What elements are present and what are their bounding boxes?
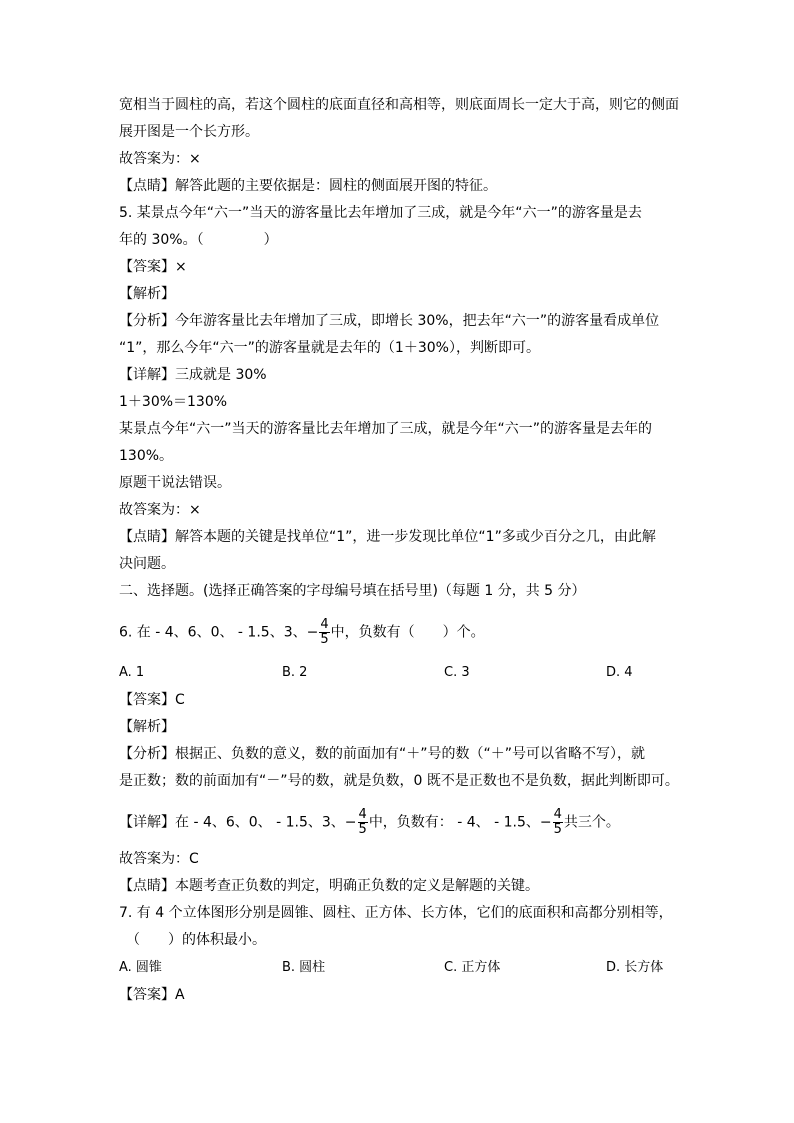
question-5-close: ） [263,232,278,248]
option-b: B. 圆柱 [282,960,326,975]
answer-line: 故答案为：× [119,151,201,167]
option-a: A. 1 [119,665,145,680]
detail-line: 【详解】三成就是 30% [119,367,267,383]
option-d: D. 4 [606,665,633,680]
fraction-denominator: 5 [320,632,329,647]
text-line: 宽相当于圆柱的高，若这个圆柱的底面直径和高相等，则底面周长一定大于高，则它的侧面 [119,97,679,113]
answer-line: 【答案】× [119,259,187,275]
answer-line: 【答案】A [119,987,185,1003]
fraction-numerator: 4 [553,807,562,822]
question-6 [119,618,485,647]
option-c: C. 3 [444,665,470,680]
note-line: 【点睛】解答本题的关键是找单位“1”，进一步发现比单位“1”多或少百分之几，由此解 [119,529,656,545]
section-heading: 二、选择题。(选择正确答案的字母编号填在括号里)（每题 1 分，共 5 分） [119,583,586,599]
fraction [553,808,563,837]
detail-text: 中，负数有： - 4、 - 1.5、− [368,814,552,831]
section-label: 【解析】 [119,286,175,302]
fraction-denominator: 5 [553,822,562,837]
detail-line [119,808,620,837]
question-5-cont [119,231,278,249]
analysis-line: “1”，那么今年“六一”的游客量就是去年的（1＋30%），判断即可。 [119,340,540,356]
answer-line: 故答案为：× [119,502,201,518]
detail-text: 【详解】在 - 4、6、0、 - 1.5、3、− [119,814,357,831]
question-5: 5. 某景点今年“六一”当天的游客量比去年增加了三成，就是今年“六一”的游客量是去 [119,205,642,221]
option-a: A. 圆锥 [119,960,162,975]
question-7: 7. 有 4 个立体图形分别是圆锥、圆柱、正方体、长方体，它们的底面积和高都分别相等， [119,905,673,921]
fraction [319,618,329,647]
option-d: D. 长方体 [606,960,664,975]
answer-line: 【答案】C [119,692,185,708]
note-line: 【点睛】解答此题的主要依据是：圆柱的侧面展开图的特征。 [119,178,497,194]
section-label: 【解析】 [119,719,175,735]
fraction-numerator: 4 [320,617,329,632]
fraction-numerator: 4 [358,807,367,822]
detail-line: 130%。 [119,448,174,464]
question-5-text: 年的 30%。（ [119,232,204,248]
analysis-line: 【分析】根据正、负数的意义，数的前面加有“＋”号的数（“＋”号可以省略不写），就 [119,746,646,762]
detail-text: 共三个。 [563,814,620,831]
analysis-line: 是正数；数的前面加有“－”号的数，就是负数，0 既不是正数也不是负数，据此判断即可。 [119,773,679,789]
fraction [358,808,368,837]
option-c: C. 正方体 [444,960,501,975]
analysis-line: 【分析】今年游客量比去年增加了三成，即增长 30%，把去年“六一”的游客量看成单位 [119,313,660,329]
note-line: 【点睛】本题考查正负数的判定，明确正负数的定义是解题的关键。 [119,878,539,894]
question-6-tail: 中，负数有（ ）个。 [330,624,485,641]
note-line: 决问题。 [119,556,175,572]
answer-line: 故答案为：C [119,851,199,867]
question-6-text: 6. 在 - 4、6、0、 - 1.5、3、− [119,624,319,641]
detail-line: 1＋30%＝130% [119,394,228,410]
question-7-cont: （ ）的体积最小。 [126,932,266,948]
text-line: 展开图是一个长方形。 [119,124,259,140]
fraction-denominator: 5 [358,822,367,837]
option-b: B. 2 [282,665,308,680]
detail-line: 某景点今年“六一”当天的游客量比去年增加了三成，就是今年“六一”的游客量是去年的 [119,421,653,437]
detail-line: 原题干说法错误。 [119,475,231,491]
